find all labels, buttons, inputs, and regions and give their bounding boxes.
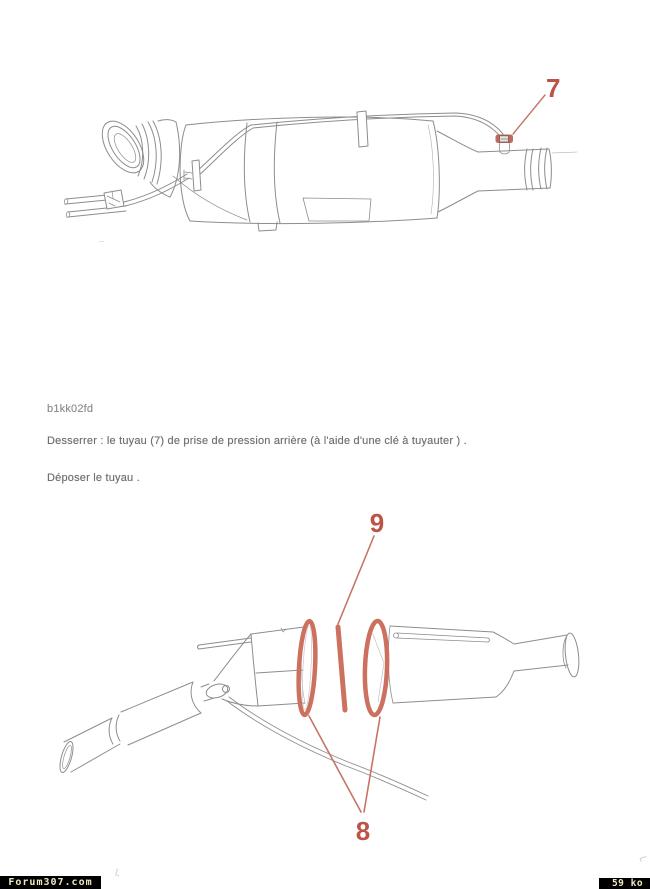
pressure-tube-line [198,116,500,176]
pressure-tube-line [229,697,428,796]
bellows-clamp-band [148,122,156,182]
instruction-line-2: Déposer le tuyau . [47,472,140,484]
outlet-cone-top [493,632,514,644]
tailpipe-open-end-outer [57,740,75,774]
muffler-right-face [191,682,201,713]
muffler-body [121,682,201,745]
file-size-text: 59 ko [611,878,644,889]
pressure-tube-line [196,113,503,172]
outlet-pipe-end [549,149,551,188]
gasket-strip-highlight [338,627,345,710]
callout-9-label: 9 [369,508,385,538]
silencer-body-right-face-inner [428,125,433,214]
outlet-cone-bottom [496,671,514,697]
inlet-bell-edge [170,122,180,197]
rail-end-loop [394,633,399,638]
cylinder-top-rails [397,633,488,642]
hanger-tab [357,111,368,147]
rail-right-hook [488,638,490,642]
callout-9-leader-line [338,536,374,624]
watermark-bar [0,876,101,889]
callout-8-leader-line [364,717,380,812]
figure-exhaust-assembly-top [40,50,600,260]
scan-artifact [640,856,648,862]
fitting-stub-base [500,152,509,154]
front-cylinder-left-face [251,634,258,706]
tailpipe-joint-ring [109,718,113,744]
callout-7-group [496,73,561,143]
silencer-body-top-edge [186,117,433,125]
silencer-body-left-face [180,125,190,221]
watermark-text: Forum307.com [8,877,93,888]
bracket-bar [199,638,251,649]
flex-joint-ball [223,686,230,693]
callout-8-label: 8 [355,816,371,846]
pipe-bundle-curve [125,178,189,206]
exhaust-line-drawing-bottom [57,626,580,800]
callout-7-leader-line [513,95,545,134]
bracket-bar-end [198,645,200,649]
scan-artifact [115,869,121,877]
neck-pipe [201,684,214,701]
body-joint-line [244,123,250,222]
clamp-ring-right-highlight [363,621,388,716]
slip-ring [531,149,533,190]
slip-ring [525,149,527,190]
figure-exhaust-assembly-bottom [40,500,610,870]
body-seam-line [173,176,247,220]
file-size-bar [599,878,650,889]
slip-ring [545,148,547,189]
funnel-top-edge [214,634,251,681]
continuation-line [552,152,577,153]
scan-artifact [99,239,104,242]
instruction-line-1: Desserrer : le tuyau (7) de prise de pression arrière (à l'aide d'une clé à tuyauter ) . [47,435,467,447]
outlet-cone-bottom [438,191,478,212]
callout-8-9-group [297,508,389,846]
outlet-pipe [514,635,568,671]
clamp-ring-right-inner-line [372,632,384,702]
inlet-bell-top [158,120,176,122]
outlet-cone-top [437,131,478,152]
image-code-label: b1kk02fd [47,403,94,415]
inlet-bell-bottom [150,182,170,197]
outlet-flared-end [563,632,581,677]
body-joint-line [274,122,280,223]
inlet-flange-outer [94,114,152,180]
tailpipe-joint-ring [116,715,120,741]
inlet-flange-mid [102,121,147,173]
exhaust-line-drawing-top [64,111,577,231]
callout-7-label: 7 [546,73,561,103]
heat-shield-outline [303,198,371,221]
takeoff-pipe-upper [66,195,107,204]
slip-ring [539,148,541,189]
clamp-ring-left-highlight [297,621,318,716]
tube-bracket [192,160,201,191]
silencer-body-right-face [433,121,439,218]
inlet-flange-inner [110,130,140,165]
